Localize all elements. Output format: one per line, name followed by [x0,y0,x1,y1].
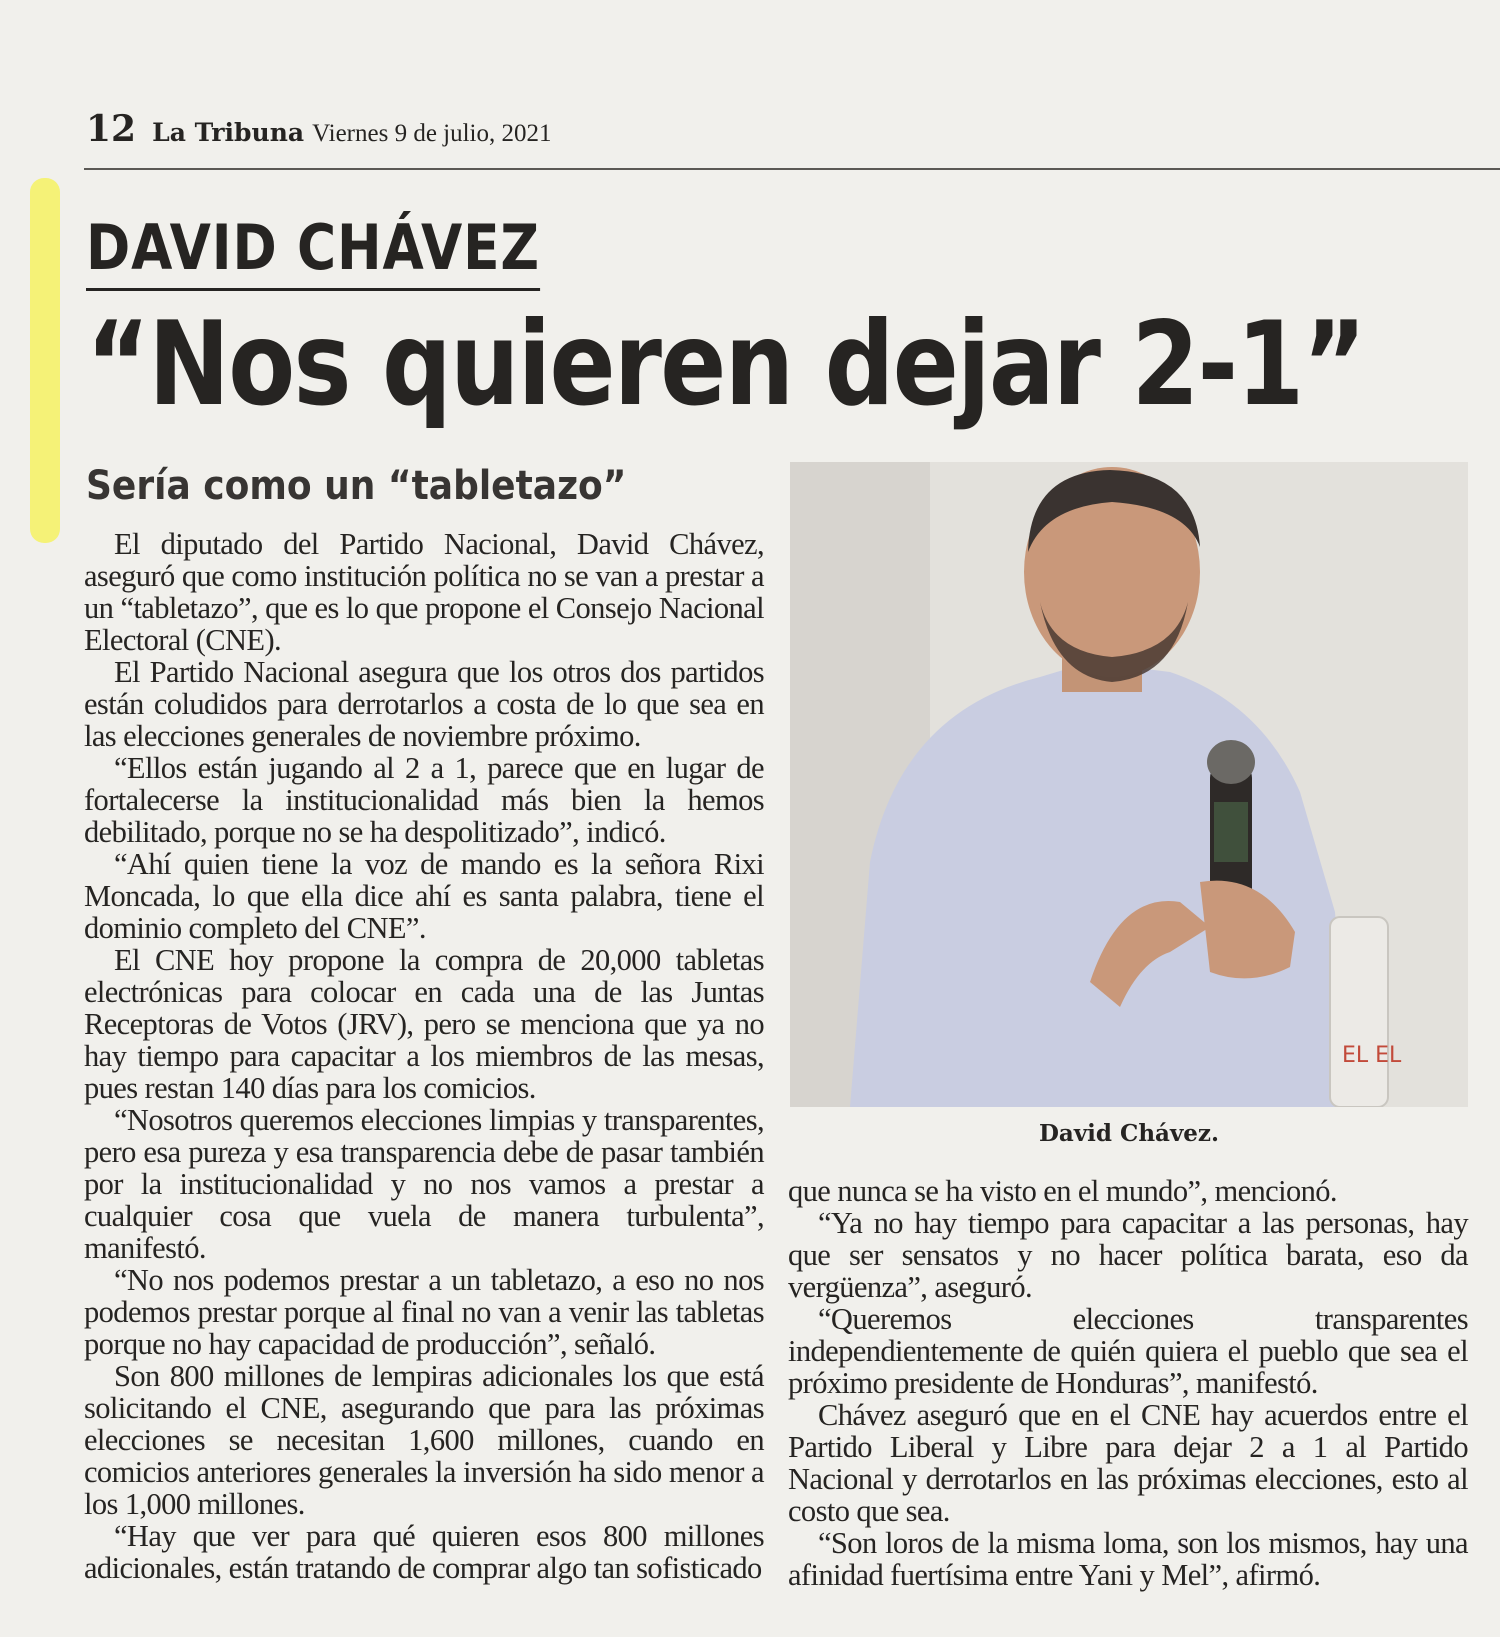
paragraph: Son 800 millones de lempiras adicionales los que está solicitando el CNE, asegurando que para las próximas elecciones se necesitan 1,600 millones, cuando en comicios anteriores generales la inversión ha sido menor a los 1,000 millones. [84,1359,764,1521]
paragraph: El diputado del Partido Nacional, David Chávez, aseguró que como institución política no se van a prestar a un “tabletazo”, que es lo que propone el Consejo Nacional Electoral (CNE). [84,527,764,657]
speaker-photo-illustration [790,462,1468,1107]
paragraph: El Partido Nacional asegura que los otros dos partidos están coludidos para derrotarlos a costa de lo que sea en las elecciones generales de noviembre próximo. [84,655,764,753]
newspaper-name: La Tribuna [152,118,305,147]
paragraph: “Nosotros queremos elecciones limpias y transparentes, pero esa pureza y esa transparencia debe de pasar también por la institucionalidad y no nos vamos a prestar a cualquier cosa que vuela de manera turbulenta”, manifestó. [84,1103,764,1265]
paragraph: “Queremos elecciones transparentes independientemente de quién quiera el pueblo que sea el próximo presidente de Honduras”, manifestó. [788,1302,1468,1400]
paragraph: Chávez aseguró que en el CNE hay acuerdos entre el Partido Liberal y Libre para dejar 2 a 1 al Partido Nacional y derrotarlos en las próximas elecciones, esto al costo que sea. [788,1398,1468,1528]
paragraph: “Ahí quien tiene la voz de mando es la señora Rixi Moncada, lo que ella dice ahí es santa palabra, tiene el dominio completo del CNE”. [84,847,764,945]
paragraph: “No nos podemos prestar a un tabletazo, a eso no nos podemos prestar porque al final no van a venir las tabletas porque no hay capacidad de producción”, señaló. [84,1263,764,1361]
page-header [86,108,552,150]
water-bottle [1330,917,1388,1107]
microphone-label [1214,802,1248,862]
highlighter-mark [30,178,60,543]
paragraph: que nunca se ha visto en el mundo”, mencionó. [788,1174,1337,1208]
article-headline: “Nos quieren dejar 2-1” [86,297,1365,432]
page-number: 12 [86,108,137,150]
microphone-head [1207,740,1255,784]
issue-date: Viernes 9 de julio, 2021 [312,120,552,147]
article-subhead: Sería como un “tabletazo” [86,463,627,509]
bottle-label: EL EL [1342,1043,1402,1068]
article-column-right [788,1175,1468,1591]
paragraph: “Hay que ver para qué quieren esos 800 millones adicionales, están tratando de comprar algo tan sofisticado [84,1519,764,1585]
paragraph: “Ya no hay tiempo para capacitar a las personas, hay que ser sensatos y no hacer política barata, eso da vergüenza”, aseguró. [788,1206,1468,1304]
photo-caption: David Chávez. [1038,1120,1220,1147]
paragraph: “Ellos están jugando al 2 a 1, parece que en lugar de fortalecerse la institucionalidad más bien la hemos debilitado, porque no se ha despolitizado”, indicó. [84,751,764,849]
article-photo [790,462,1468,1107]
header-rule [84,168,1500,170]
article-kicker: DAVID CHÁVEZ [86,208,540,291]
paragraph: “Son loros de la misma loma, son los mismos, hay una afinidad fuertísima entre Yani y Mel”, afirmó. [788,1526,1468,1592]
paragraph: El CNE hoy propone la compra de 20,000 tabletas electrónicas para colocar en cada una de las Juntas Receptoras de Votos (JRV), pero se menciona que ya no hay tiempo para capacitar a los miembros de las mesas, pues restan 140 días para los comicios. [84,943,764,1105]
article-column-left [84,528,764,1584]
